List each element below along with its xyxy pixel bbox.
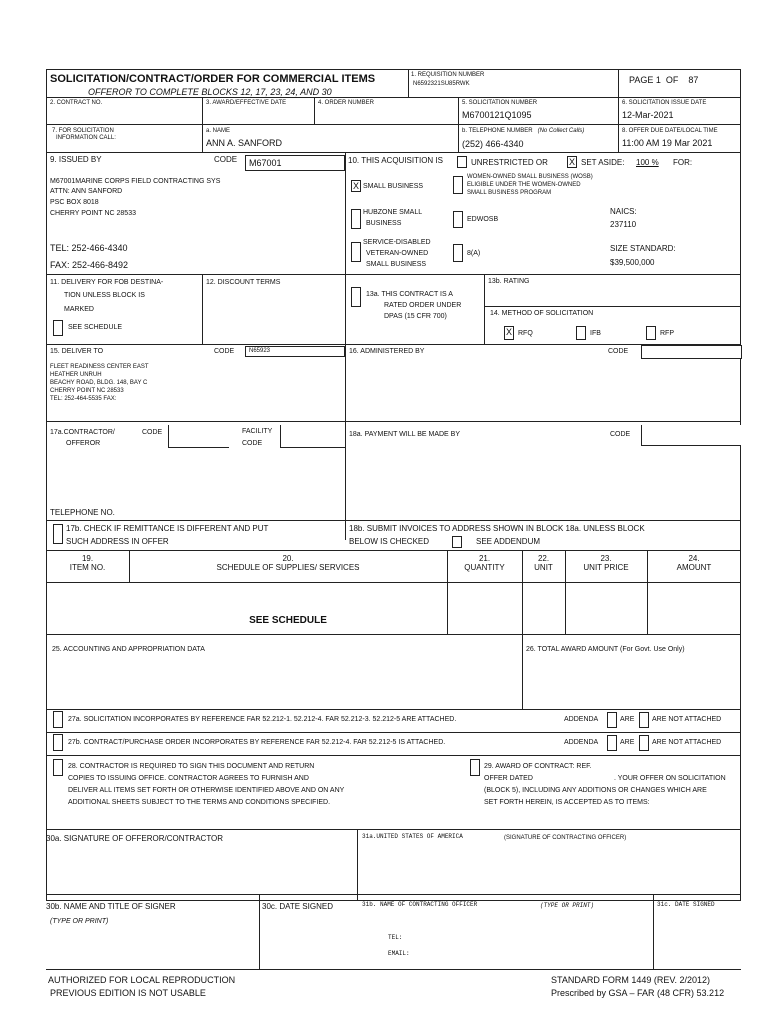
offer-due-label: 8. OFFER DUE DATE/LOCAL TIME bbox=[622, 128, 718, 134]
29-checkbox[interactable] bbox=[470, 759, 480, 776]
form-title: SOLICITATION/CONTRACT/ORDER FOR COMMERCIAL ITEMS bbox=[50, 73, 376, 85]
rating-label: 13b. RATING bbox=[488, 278, 530, 285]
discount-terms-label: 12. DISCOUNT TERMS bbox=[206, 279, 281, 286]
requisition-value: N6592321SU85RWK bbox=[413, 81, 470, 87]
contact-name-value: ANN A. SANFORD bbox=[206, 138, 283, 148]
deliver-to-label: 15. DELIVER TO bbox=[50, 348, 104, 355]
outer-border-right bbox=[740, 69, 741, 900]
outer-border-left bbox=[46, 69, 47, 900]
order-number-label: 4. ORDER NUMBER bbox=[318, 100, 375, 106]
telephone-no-label: TELEPHONE NO. bbox=[50, 508, 115, 517]
administered-by-label: 16. ADMINISTERED BY bbox=[349, 348, 425, 355]
small-business-checkbox[interactable]: X bbox=[352, 181, 359, 191]
contractor-label: 17a.CONTRACTOR/ bbox=[50, 429, 115, 436]
27b-checkbox[interactable] bbox=[53, 734, 63, 751]
27a-checkbox[interactable] bbox=[53, 711, 63, 728]
page-indicator: PAGE 1 OF 87 bbox=[629, 75, 699, 85]
issued-by-label: 9. ISSUED BY bbox=[50, 155, 102, 164]
edwosb-checkbox[interactable] bbox=[453, 211, 463, 228]
issue-date-value: 12-Mar-2021 bbox=[622, 110, 674, 120]
submit-invoices-label: 18b. SUBMIT INVOICES TO ADDRESS SHOWN IN BLOCK 18a. UNLESS BLOCK bbox=[349, 524, 645, 533]
naics-label: NAICS: bbox=[610, 207, 637, 216]
payment-by-label: 18a. PAYMENT WILL BE MADE BY bbox=[349, 431, 460, 438]
issue-date-label: 6. SOLICITATION ISSUE DATE bbox=[622, 100, 707, 106]
requisition-label: 1. REQUISITION NUMBER bbox=[411, 72, 485, 78]
issued-by-tel: TEL: 252-466-4340 bbox=[50, 243, 128, 253]
8a-checkbox[interactable] bbox=[453, 244, 463, 262]
delivery-fob-label: 11. DELIVERY FOR FOB DESTINA- bbox=[50, 279, 164, 286]
col-amount: 24. AMOUNT bbox=[676, 554, 712, 573]
see-schedule-checkbox[interactable] bbox=[53, 320, 63, 336]
col-schedule: 20. SCHEDULE OF SUPPLIES/ SERVICES bbox=[216, 554, 360, 573]
27a-are-checkbox[interactable] bbox=[607, 712, 617, 728]
contact-name-label: a. NAME bbox=[206, 128, 231, 134]
issued-by-fax: FAX: 252-466-8492 bbox=[50, 260, 129, 270]
27a-text: 27a. SOLICITATION INCORPORATES BY REFERENCE FAR 52.212-1. 52.212-4. FAR 52.212-3. 52.212-5 ARE ATTACHED. bbox=[68, 716, 457, 723]
offeror-signature-label: 30a. SIGNATURE OF OFFEROR/CONTRACTOR bbox=[46, 834, 224, 843]
telephone-value: (252) 466-4340 bbox=[462, 139, 524, 149]
rfq-checkbox[interactable]: X bbox=[504, 326, 514, 340]
solicitation-number-label: 5. SOLICITATION NUMBER bbox=[462, 100, 538, 106]
size-standard-label: SIZE STANDARD: bbox=[610, 244, 676, 253]
27a-are-not-checkbox[interactable] bbox=[639, 712, 649, 728]
27b-text: 27b. CONTRACT/PURCHASE ORDER INCORPORATES BY REFERENCE FAR 52.212-4. FAR 52.212-5 IS ATTACHED. bbox=[68, 739, 446, 746]
signer-name-label: 30b. NAME AND TITLE OF SIGNER bbox=[46, 902, 176, 911]
remittance-label: 17b. CHECK IF REMITTANCE IS DIFFERENT AND PUT bbox=[66, 524, 269, 533]
27b-are-not-checkbox[interactable] bbox=[639, 735, 649, 751]
acquisition-label: 10. THIS ACQUISITION IS bbox=[348, 156, 443, 165]
payment-code bbox=[641, 425, 741, 446]
28-checkbox[interactable] bbox=[53, 759, 63, 776]
rated-order-checkbox[interactable] bbox=[351, 287, 361, 307]
issued-by-code: M67001 bbox=[245, 155, 345, 171]
col-quantity: 21. QUANTITY bbox=[464, 554, 505, 573]
hubzone-checkbox[interactable] bbox=[351, 209, 361, 229]
form-subtitle: OFFEROR TO COMPLETE BLOCKS 12, 17, 23, 24, AND 30 bbox=[88, 87, 332, 97]
footer-prescribed-by: Prescribed by GSA – FAR (48 CFR) 53.212 bbox=[551, 988, 725, 998]
contracting-officer-name-label: 31b. NAME OF CONTRACTING OFFICER bbox=[362, 901, 478, 908]
footer-previous-edition: PREVIOUS EDITION IS NOT USABLE bbox=[50, 988, 206, 998]
total-award-label: 26. TOTAL AWARD AMOUNT (For Govt. Use Only) bbox=[526, 646, 685, 653]
footer-authorized: AUTHORIZED FOR LOCAL REPRODUCTION bbox=[48, 975, 236, 985]
outer-border-top bbox=[46, 69, 741, 70]
sf1449-form: SOLICITATION/CONTRACT/ORDER FOR COMMERCIAL ITEMS OFFEROR TO COMPLETE BLOCKS 12, 17, 23, 24, AND 30 1. REQUISITION NUMBER N6592321SU85RWK PAGE 1 OF 87 2. CONTRACT NO. 3. AWARD/EFFECTIVE DATE 4. ORDER NUMBER 5. SOLICITATION NUMBER M6700121Q1095 6. SOLICITATION ISSUE DATE 12-Mar-2021 7. FOR SOLICITATION INFORMATION CALL: a. NAME ANN A. SANFORD b. TELEPHONE NUMBER (No Collect Calls) (252) 466-4340 8. OFFER DUE DATE/LOCAL TIME 11:00 AM 19 Mar 2021 9. ISSUED BY CODE M67001 M67001MARINE CORPS FIELD CONTRACTING SYS ATTN: ANN SANFORD PSC BOX 8018 CHERRY POINT NC 28533 TEL: 252-466-4340 FAX: 252-466-8492 10. THIS ACQUISITION IS UNRESTRICTED OR X SET ASIDE: 100 % FOR: X SMALL BUSINESS WOMEN-OWNED SMALL BUSINESS (WOSB) ELIGIBLE UNDER THE WOMEN-OWNED SMALL BUSINESS PROGRAM HUBZONE SMALL BUSINESS EDWOSB NAICS: 237110 SERVICE-DISABLED VETERAN-OWNED SMALL BUSINESS 8(A) SIZE STANDARD: $39,500,000 11. DELIVERY FOR FOB DESTINA- TION UNLESS BLOCK IS MARKED SEE SCHEDULE 12. DISCOUNT TERMS 13a. THIS CONTRACT IS A RATED ORDER UNDER DPAS (15 CFR 700) 13b. RATING 14. METHOD OF SOLICITATION X RFQ IFB RFP 15. DELIVER TO CODE N65923 FLEET READINESS CENTER EAST HEATHER UNRUH BEACHY ROAD, BLDG. 148, BAY C CHERRY POINT NC 28533 TEL: 252-464-5535 FAX: 16. ADMINISTERED BY CODE 17a.CONTRACTOR/ OFFEROR CODE FACILITY CODE 18a. PAYMENT WILL BE MADE BY CODE TELEPHONE NO. 17b. CHECK IF REMITTANCE IS DIFFERENT AND PUT SUCH ADDRESS IN OFFER 18b. SUBMIT INVOICES TO ADDRESS SHOWN IN BLOCK 18a. UNLESS BLOCK BELOW IS CHECKED SEE ADDENDUM 19. ITEM NO. 20. SCHEDULE OF SUPPLIES/ SERVICES 21. QUANTITY 22. UNIT 23. UNIT PRICE 24. AMOUNT SEE SCHEDULE 25. ACCOUNTING AND APPROPRIATION DATA 26. TOTAL AWARD AMOUNT (For Govt. Use Only) 27a. SOLICITATION INCORPORATES BY REFERENCE FAR 52.212-1. 52.212-4. FAR 52.212-3. 52.212-5 ARE ATTACHED. ADDENDA ARE ARE NOT ATTACHED 27b. CONTRACT/PURCHASE ORDER INCORPORATES BY REFERENCE FAR 52.212-4. FAR 52.212-5 IS ATTACHED. ADDENDA ARE ARE NOT ATTACHED 28. CONTRACTOR IS REQUIRED TO SIGN THIS DOCUMENT AND RETURN COPIES TO ISSUING OFFICE. CONTRACTOR AGREES TO FURNISH AND DELIVER ALL ITEMS SET FORTH OR OTHERWISE IDENTIFIED ABOVE AND ON ANY ADDITIONAL SHEETS SUBJECT TO THE TERMS AND CONDITIONS SPECIFIED. 29. AWARD OF CONTRACT: REF. OFFER DATED . YOUR OFFER ON SOLICITATION (BLOCK 5), INCLUDING ANY ADDITIONS OR CHANGES WHICH ARE SET FORTH HEREIN, IS ACCEPTED AS TO ITEMS: 30a. SIGNATURE OF OFFEROR/CONTRACTOR 31a.UNITED STATES OF AMERICA (SIGNATURE OF CONTRACTING OFFICER) 30b. NAME AND TITLE OF SIGNER (TYPE OR PRINT) 30c. DATE SIGNED 31b. NAME OF CONTRACTING OFFICER (TYPE OR PRINT) 31c. DATE SIGNED TEL: EMAIL: bbox=[46, 69, 741, 970]
col-unit-price: 23. UNIT PRICE bbox=[583, 554, 629, 573]
deliver-to-code: N65923 bbox=[245, 346, 345, 357]
contractor-sign-text: 28. CONTRACTOR IS REQUIRED TO SIGN THIS DOCUMENT AND RETURN bbox=[68, 763, 315, 770]
deliver-to-address: FLEET READINESS CENTER EAST bbox=[50, 364, 149, 370]
sdvosb-checkbox[interactable] bbox=[351, 242, 361, 262]
set-aside-checkbox[interactable]: X bbox=[568, 157, 575, 167]
unrestricted-checkbox[interactable] bbox=[457, 156, 467, 168]
rated-order-label: 13a. THIS CONTRACT IS A bbox=[366, 291, 453, 298]
award-of-contract-text: 29. AWARD OF CONTRACT: REF. bbox=[484, 763, 592, 770]
administered-by-code bbox=[641, 345, 742, 359]
rfp-checkbox[interactable] bbox=[646, 326, 656, 340]
accounting-label: 25. ACCOUNTING AND APPROPRIATION DATA bbox=[52, 646, 205, 653]
offer-due-value: 11:00 AM 19 Mar 2021 bbox=[622, 138, 713, 148]
footer-standard-form: STANDARD FORM 1449 (REV. 2/2012) bbox=[551, 975, 711, 985]
wosb-checkbox[interactable] bbox=[453, 176, 463, 194]
ifb-checkbox[interactable] bbox=[576, 326, 586, 340]
info-call-label: 7. FOR SOLICITATION bbox=[52, 128, 114, 134]
usa-label: 31a.UNITED STATES OF AMERICA bbox=[362, 833, 463, 840]
award-date-label: 3. AWARD/EFFECTIVE DATE bbox=[206, 100, 287, 106]
method-of-solicitation-label: 14. METHOD OF SOLICITATION bbox=[490, 310, 594, 317]
col-unit: 22. UNIT bbox=[534, 554, 553, 573]
co-email-label: EMAIL: bbox=[388, 950, 410, 957]
co-tel-label: TEL: bbox=[388, 934, 403, 941]
facility-code bbox=[280, 425, 345, 448]
date-signed-label: 30c. DATE SIGNED bbox=[262, 902, 333, 911]
set-aside-percent: 100 % bbox=[636, 158, 659, 167]
issued-by-address: M67001MARINE CORPS FIELD CONTRACTING SYS bbox=[50, 178, 221, 185]
remittance-different-checkbox[interactable] bbox=[53, 524, 63, 544]
naics-value: 237110 bbox=[610, 220, 637, 229]
col-item-no: 19. ITEM NO. bbox=[69, 554, 106, 573]
solicitation-number-value: M6700121Q1095 bbox=[462, 110, 532, 120]
contractor-code bbox=[168, 425, 229, 448]
telephone-label: b. TELEPHONE NUMBER (No Collect Calls) bbox=[462, 128, 585, 134]
see-schedule-body: SEE SCHEDULE bbox=[249, 615, 327, 626]
size-standard-value: $39,500,000 bbox=[610, 258, 655, 267]
co-date-signed-label: 31c. DATE SIGNED bbox=[657, 901, 715, 908]
27b-are-checkbox[interactable] bbox=[607, 735, 617, 751]
contract-no-label: 2. CONTRACT NO. bbox=[50, 100, 103, 106]
see-addendum-checkbox[interactable] bbox=[452, 536, 462, 548]
